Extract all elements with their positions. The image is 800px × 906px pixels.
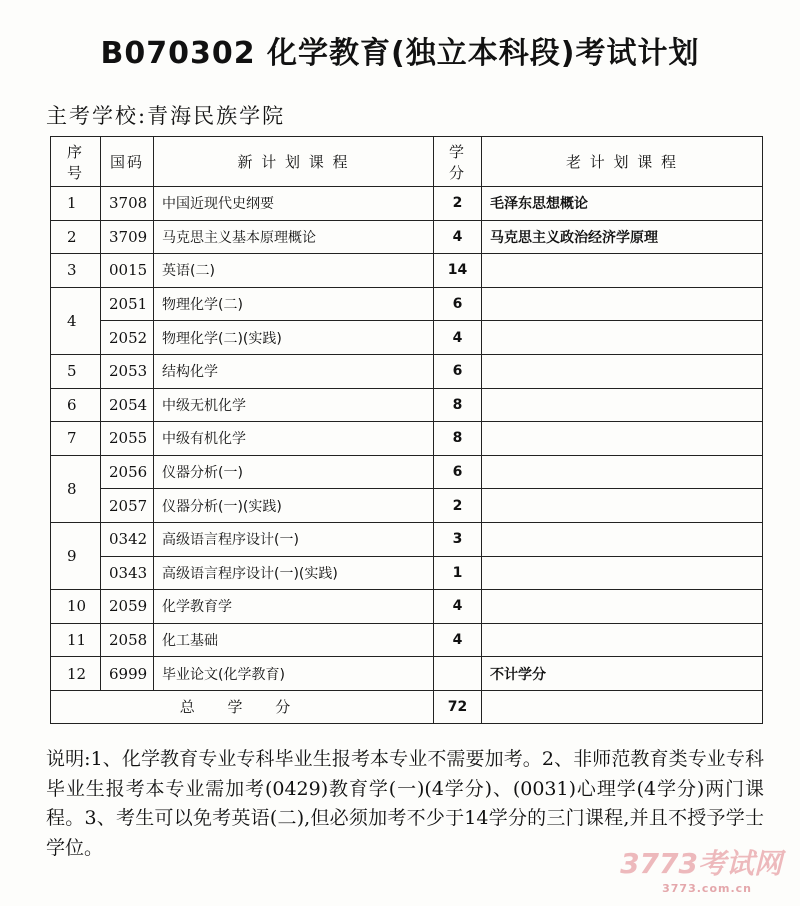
course-credit: 3 xyxy=(434,522,482,556)
new-course-name: 物理化学(二)(实践) xyxy=(154,321,434,355)
total-row xyxy=(51,690,763,723)
new-course-name: 物理化学(二) xyxy=(154,287,434,321)
old-course-name xyxy=(482,556,763,590)
old-course-name xyxy=(482,522,763,556)
table-row xyxy=(51,455,763,489)
row-number: 6 xyxy=(51,388,101,422)
new-course-name: 中级无机化学 xyxy=(154,388,434,422)
course-code: 3708 xyxy=(101,187,154,221)
table-row xyxy=(51,388,763,422)
course-code: 0342 xyxy=(101,522,154,556)
table-row xyxy=(51,254,763,288)
total-old-empty xyxy=(482,690,763,723)
course-code: 2056 xyxy=(101,455,154,489)
table-row xyxy=(51,354,763,388)
course-credit xyxy=(434,657,482,691)
header-no: 序号 xyxy=(51,137,101,187)
table-row xyxy=(51,657,763,691)
table-header-row xyxy=(51,137,763,187)
new-course-name: 中国近现代史纲要 xyxy=(154,187,434,221)
course-code: 2051 xyxy=(101,287,154,321)
course-code: 2059 xyxy=(101,590,154,624)
course-credit: 8 xyxy=(434,422,482,456)
header-code: 国码 xyxy=(101,137,154,187)
row-number: 9 xyxy=(51,522,101,589)
new-course-name: 仪器分析(一)(实践) xyxy=(154,489,434,523)
watermark-logo: 3773考试网 xyxy=(620,847,782,880)
course-code: 2053 xyxy=(101,354,154,388)
old-course-name: 马克思主义政治经济学原理 xyxy=(482,220,763,254)
total-label: 总 学 分 xyxy=(51,690,434,723)
course-code: 0343 xyxy=(101,556,154,590)
course-credit: 4 xyxy=(434,321,482,355)
course-credit: 2 xyxy=(434,187,482,221)
course-credit: 2 xyxy=(434,489,482,523)
row-number: 1 xyxy=(51,187,101,221)
old-course-name xyxy=(482,422,763,456)
course-code: 2055 xyxy=(101,422,154,456)
new-course-name: 高级语言程序设计(一)(实践) xyxy=(154,556,434,590)
total-value: 72 xyxy=(434,690,482,723)
course-code: 0015 xyxy=(101,254,154,288)
table-body xyxy=(51,187,763,691)
old-course-name: 毛泽东思想概论 xyxy=(482,187,763,221)
course-credit: 14 xyxy=(434,254,482,288)
site-watermark xyxy=(602,842,782,895)
course-credit: 4 xyxy=(434,590,482,624)
header-credit: 学分 xyxy=(434,137,482,187)
table-row xyxy=(51,187,763,221)
row-number: 7 xyxy=(51,422,101,456)
old-course-name xyxy=(482,590,763,624)
table-row xyxy=(51,321,763,355)
row-number: 3 xyxy=(51,254,101,288)
table-row xyxy=(51,556,763,590)
school-label: 主考学校:青海民族学院 xyxy=(46,104,286,128)
row-number: 4 xyxy=(51,287,101,354)
course-code: 6999 xyxy=(101,657,154,691)
document-title: B070302 化学教育(独立本科段)考试计划 xyxy=(100,36,700,71)
old-course-name xyxy=(482,455,763,489)
new-course-name: 高级语言程序设计(一) xyxy=(154,522,434,556)
table-row xyxy=(51,422,763,456)
table-row xyxy=(51,489,763,523)
course-code: 2057 xyxy=(101,489,154,523)
exam-plan-table xyxy=(50,136,763,724)
table-row xyxy=(51,220,763,254)
course-code: 2052 xyxy=(101,321,154,355)
table-row xyxy=(51,522,763,556)
old-course-name xyxy=(482,254,763,288)
watermark-url: 3773.com.cn xyxy=(662,882,752,895)
old-course-name xyxy=(482,321,763,355)
course-credit: 6 xyxy=(434,287,482,321)
course-credit: 1 xyxy=(434,556,482,590)
course-code: 2058 xyxy=(101,623,154,657)
course-credit: 6 xyxy=(434,354,482,388)
row-number: 10 xyxy=(51,590,101,624)
course-credit: 6 xyxy=(434,455,482,489)
table-row xyxy=(51,287,763,321)
old-course-name xyxy=(482,354,763,388)
new-course-name: 英语(二) xyxy=(154,254,434,288)
course-credit: 4 xyxy=(434,220,482,254)
row-number: 8 xyxy=(51,455,101,522)
new-course-name: 马克思主义基本原理概论 xyxy=(154,220,434,254)
old-course-name xyxy=(482,287,763,321)
old-course-name xyxy=(482,489,763,523)
explanation-note: 说明:1、化学教育专业专科毕业生报考本专业不需要加考。2、非师范教育类专业专科毕业生报考本专业需加考(0429)教育学(一)(4学分)、(0031)心理学(4学分)两门课程。3、考生可以免考英语(二),但必须加考不少于14学分的三门课程,并且不授予学士学位。 xyxy=(46,748,764,859)
row-number: 5 xyxy=(51,354,101,388)
course-credit: 8 xyxy=(434,388,482,422)
header-old-course: 老 计 划 课 程 xyxy=(482,137,763,187)
course-credit: 4 xyxy=(434,623,482,657)
new-course-name: 毕业论文(化学教育) xyxy=(154,657,434,691)
row-number: 2 xyxy=(51,220,101,254)
new-course-name: 仪器分析(一) xyxy=(154,455,434,489)
course-code: 3709 xyxy=(101,220,154,254)
table-row xyxy=(51,623,763,657)
new-course-name: 中级有机化学 xyxy=(154,422,434,456)
new-course-name: 化工基础 xyxy=(154,623,434,657)
course-code: 2054 xyxy=(101,388,154,422)
row-number: 11 xyxy=(51,623,101,657)
row-number: 12 xyxy=(51,657,101,691)
new-course-name: 结构化学 xyxy=(154,354,434,388)
old-course-name: 不计学分 xyxy=(482,657,763,691)
old-course-name xyxy=(482,388,763,422)
old-course-name xyxy=(482,623,763,657)
new-course-name: 化学教育学 xyxy=(154,590,434,624)
table-row xyxy=(51,590,763,624)
header-new-course: 新 计 划 课 程 xyxy=(154,137,434,187)
